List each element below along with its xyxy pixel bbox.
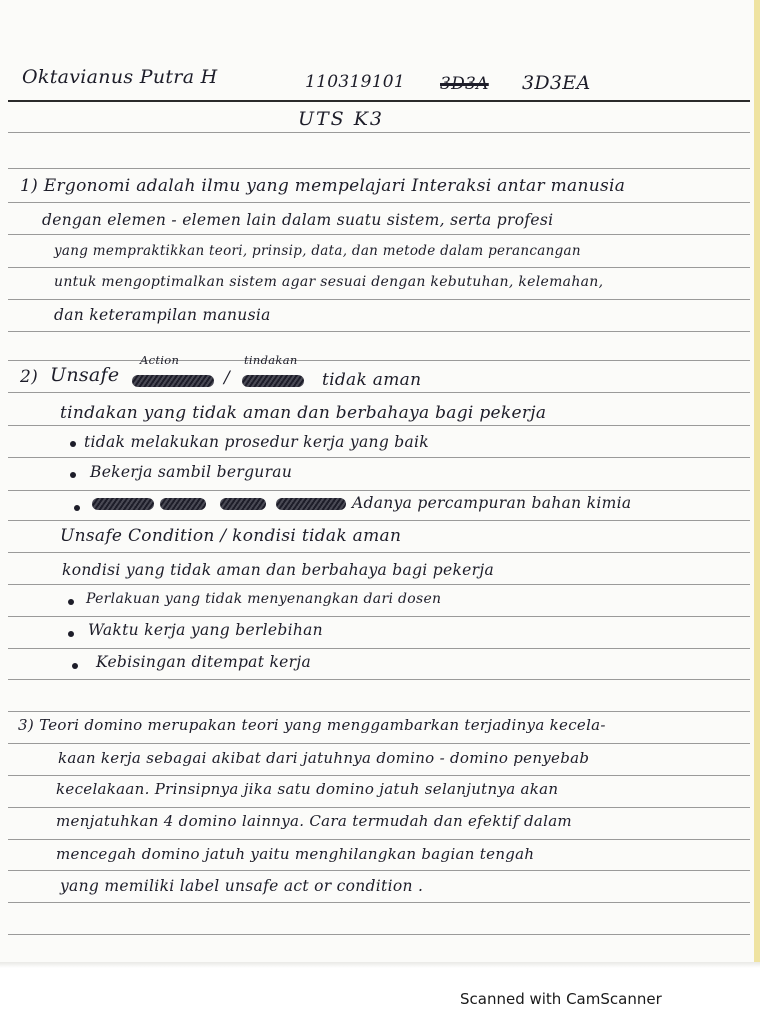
q3-line: kecelakaan. Prinsipnya jika satu domino jatuh selanjutnya akan bbox=[56, 780, 559, 798]
q3-line: 3) Teori domino merupakan teori yang menggambarkan terjadinya kecela- bbox=[18, 716, 606, 734]
rule-line bbox=[8, 711, 750, 712]
q3-line: mencegah domino jatuh yaitu menghilangkan bagian tengah bbox=[56, 845, 535, 863]
rule-line bbox=[8, 299, 750, 300]
rule-line bbox=[8, 392, 750, 393]
rule-line bbox=[8, 490, 750, 491]
q3-line: kaan kerja sebagai akibat dari jatuhnya domino - domino penyebab bbox=[58, 749, 590, 767]
page-edge-shadow bbox=[0, 962, 760, 968]
page-title: UTS K3 bbox=[298, 108, 385, 130]
rule-line bbox=[8, 520, 750, 521]
rule-line bbox=[8, 360, 750, 361]
q1-line: dengan elemen - elemen lain dalam suatu sistem, serta profesi bbox=[42, 211, 554, 229]
note-action: Action bbox=[140, 353, 180, 367]
bullet bbox=[68, 599, 74, 605]
condition-item: Perlakuan yang tidak menyenangkan dari dosen bbox=[86, 591, 442, 607]
rule-line bbox=[8, 202, 750, 203]
slash: / bbox=[224, 368, 231, 388]
bullet bbox=[72, 663, 78, 669]
struck-class: 3D3A bbox=[440, 74, 489, 94]
crossed-out-word bbox=[220, 498, 266, 510]
q1-line: dan keterampilan manusia bbox=[54, 306, 271, 324]
header-rule bbox=[8, 100, 750, 102]
rule-line bbox=[8, 132, 750, 133]
rule-line bbox=[8, 807, 750, 808]
rule-line bbox=[8, 902, 750, 903]
crossed-out-word bbox=[160, 498, 206, 510]
rule-line bbox=[8, 775, 750, 776]
rule-line bbox=[8, 457, 750, 458]
q1-line: untuk mengoptimalkan sistem agar sesuai dengan kebutuhan, kelemahan, bbox=[54, 274, 604, 290]
q3-line: menjatuhkan 4 domino lainnya. Cara termudah dan efektif dalam bbox=[56, 812, 572, 830]
rule-line bbox=[8, 267, 750, 268]
crossed-out-word bbox=[276, 498, 346, 510]
rule-line bbox=[8, 168, 750, 169]
student-name: Oktavianus Putra H bbox=[22, 66, 218, 88]
scanner-watermark: Scanned with CamScanner bbox=[460, 990, 662, 1008]
condition-title: Unsafe Condition / kondisi tidak aman bbox=[60, 526, 402, 546]
rule-line bbox=[8, 425, 750, 426]
bullet bbox=[74, 505, 80, 511]
rule-line bbox=[8, 616, 750, 617]
bullet bbox=[68, 631, 74, 637]
bullet bbox=[70, 441, 76, 447]
q1-line: yang mempraktikkan teori, prinsip, data, dan metode dalam perancangan bbox=[54, 243, 581, 259]
crossed-out-word bbox=[132, 375, 214, 387]
action-definition: tindakan yang tidak aman dan berbahaya bagi pekerja bbox=[60, 403, 547, 423]
student-id: 110319101 bbox=[305, 72, 406, 92]
condition-definition: kondisi yang tidak aman dan berbahaya bagi pekerja bbox=[62, 561, 494, 579]
rule-line bbox=[8, 584, 750, 585]
rule-line bbox=[8, 648, 750, 649]
condition-item: Waktu kerja yang berlebihan bbox=[88, 621, 323, 639]
q2-number: 2) bbox=[20, 367, 39, 387]
action-item: tidak melakukan prosedur kerja yang baik bbox=[84, 433, 429, 451]
rule-line bbox=[8, 870, 750, 871]
rule-line bbox=[8, 743, 750, 744]
rule-line bbox=[8, 839, 750, 840]
q2-heading-rest: tidak aman bbox=[322, 370, 422, 390]
rule-line bbox=[8, 234, 750, 235]
q3-line: yang memiliki label unsafe act or condition . bbox=[60, 877, 424, 895]
note-tindakan: tindakan bbox=[244, 353, 298, 367]
condition-item: Kebisingan ditempat kerja bbox=[96, 653, 312, 671]
action-item: Bekerja sambil bergurau bbox=[90, 463, 293, 481]
rule-line bbox=[8, 679, 750, 680]
crossed-out-word bbox=[242, 375, 304, 387]
bullet bbox=[70, 472, 76, 478]
q2-unsafe-label: Unsafe bbox=[50, 364, 120, 386]
crossed-out-word bbox=[92, 498, 154, 510]
rule-line bbox=[8, 331, 750, 332]
rule-line bbox=[8, 552, 750, 553]
class-code: 3D3EA bbox=[522, 72, 591, 94]
q1-line: 1) Ergonomi adalah ilmu yang mempelajari Interaksi antar manusia bbox=[20, 176, 626, 196]
rule-line bbox=[8, 934, 750, 935]
action-item: Adanya percampuran bahan kimia bbox=[352, 494, 632, 512]
